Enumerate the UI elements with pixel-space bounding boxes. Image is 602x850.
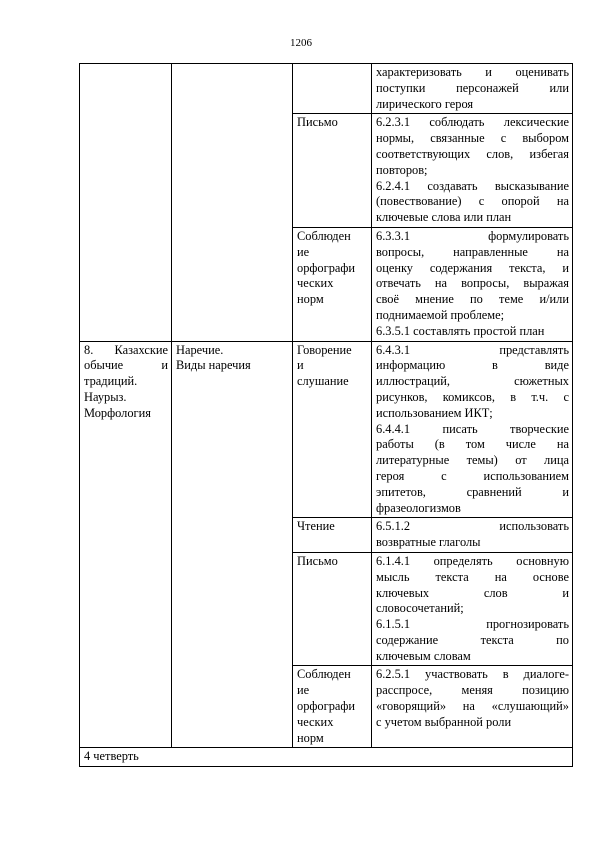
learning-goal: [376, 179, 569, 226]
learning-goal-line: 6.4.4.1 писать творческие: [376, 421, 569, 436]
learning-goal-line: характеризовать и оценивать: [376, 65, 569, 79]
skill-label: норм: [297, 730, 324, 745]
learning-goal-line: (повествование) с опорой на: [376, 194, 569, 209]
learning-goal-line: ключевые слова или план: [376, 210, 512, 225]
skill-cell: [293, 341, 372, 518]
learning-goal-line: 6.2.5.1 участвовать в диалоге-: [376, 667, 569, 682]
learning-goal-line: 6.1.4.1 определять основную: [376, 553, 569, 568]
curriculum-table: [79, 63, 573, 767]
learning-goal-line: ключевых слов и: [376, 585, 569, 600]
learning-goal-line: 6.1.5.1 прогнозировать: [376, 617, 569, 632]
topic-cell: [80, 64, 172, 342]
learning-goal: [376, 343, 569, 422]
learning-goal-line: поступки персонажей или: [376, 80, 569, 95]
table-row: [80, 64, 573, 114]
grammar-line: Наречие.: [176, 342, 224, 357]
skill-label: норм: [297, 292, 324, 307]
learning-goal: [376, 324, 569, 340]
grammar-cell: [172, 341, 293, 748]
skill-label: орфографи: [297, 260, 356, 275]
learning-goal-line: оценку содержания текста, и: [376, 260, 569, 275]
skill-label: ческих: [297, 714, 334, 729]
learning-goal: [376, 65, 569, 112]
learning-goal-line: 6.4.3.1 представлять: [376, 342, 569, 357]
skill-label: Соблюден: [297, 228, 351, 243]
skill-label: Говорение: [297, 342, 352, 357]
skill-label: Соблюден: [297, 667, 351, 682]
learning-goal-line: использованием ИКТ;: [376, 405, 493, 420]
skill-label: и: [297, 358, 304, 373]
skill-label: Письмо: [297, 553, 338, 568]
topic-line: 8. Казахские: [84, 342, 168, 357]
learning-goal-line: иллюстраций, сюжетных: [376, 374, 569, 389]
skill-cell: [293, 227, 372, 341]
learning-goal: [376, 422, 569, 517]
quarter-row: [80, 748, 573, 767]
skill-label: ческих: [297, 276, 334, 291]
topic-line: традиций.: [84, 374, 138, 389]
topic-cell: [80, 341, 172, 748]
goals-cell: [372, 666, 573, 748]
skill-label: Письмо: [297, 115, 338, 130]
skill-cell: [293, 64, 372, 114]
learning-goal-line: рисунков, комиксов, в т.ч. с: [376, 389, 569, 404]
quarter-label: 4 четверть: [80, 748, 573, 767]
skill-label: Чтение: [297, 519, 335, 534]
goals-cell: [372, 518, 573, 553]
curriculum-table-body: [80, 64, 573, 767]
skill-label: слушание: [297, 374, 349, 389]
learning-goal-line: нормы, связанные с выбором: [376, 131, 569, 146]
learning-goal-line: расспросе, меняя позицию: [376, 683, 569, 698]
goals-cell: [372, 114, 573, 228]
goals-cell: [372, 64, 573, 114]
learning-goal-line: содержание текста по: [376, 632, 569, 647]
learning-goal-line: 6.2.3.1 соблюдать лексические: [376, 115, 569, 130]
goals-cell: [372, 341, 573, 518]
skill-label: ие: [297, 244, 310, 259]
learning-goal: [376, 115, 569, 178]
learning-goal: [376, 667, 569, 730]
learning-goal-line: героя с использованием: [376, 468, 569, 483]
learning-goal-line: вопросы, направленные на: [376, 244, 569, 259]
learning-goal-line: эпитетов, сравнений и: [376, 484, 569, 499]
learning-goal: [376, 554, 569, 617]
learning-goal-line: информацию в виде: [376, 358, 569, 373]
goals-cell: [372, 552, 573, 666]
table-row: [80, 341, 573, 518]
learning-goal-line: повторов;: [376, 162, 428, 177]
learning-goal-line: отвечать на вопросы, выражая: [376, 276, 569, 291]
learning-goal-line: соответствующих слов, избегая: [376, 146, 569, 161]
learning-goal-line: «говорящий» на «слушающий»: [376, 699, 569, 714]
learning-goal-line: фразеологизмов: [376, 500, 461, 515]
topic-line: Наурыз.: [84, 389, 127, 404]
topic-line: Морфология: [84, 405, 151, 420]
learning-goal: [376, 229, 569, 324]
learning-goal: [376, 617, 569, 664]
learning-goal-line: лирического героя: [376, 96, 474, 111]
skill-cell: [293, 114, 372, 228]
learning-goal-line: 6.5.1.2 использовать: [376, 519, 569, 534]
skill-cell: [293, 666, 372, 748]
skill-cell: [293, 518, 372, 553]
topic-line: обычие и: [84, 358, 168, 373]
page-number: 1206: [290, 37, 312, 49]
learning-goal-line: своё мнение по теме и/или: [376, 292, 569, 307]
learning-goal-line: словосочетаний;: [376, 601, 464, 616]
learning-goal-line: 6.3.5.1 составлять простой план: [376, 323, 545, 338]
skill-cell: [293, 552, 372, 666]
learning-goal-line: работы (в том числе на: [376, 437, 569, 452]
grammar-cell: [172, 64, 293, 342]
learning-goal-line: мысль текста на основе: [376, 569, 569, 584]
grammar-line: Виды наречия: [176, 358, 251, 373]
learning-goal-line: 6.3.3.1 формулировать: [376, 228, 569, 243]
goals-cell: [372, 227, 573, 341]
learning-goal-line: ключевым словам: [376, 648, 471, 663]
learning-goal-line: с учетом выбранной роли: [376, 714, 512, 729]
skill-label: орфографи: [297, 699, 356, 714]
learning-goal: [376, 519, 569, 551]
learning-goal-line: 6.2.4.1 создавать высказывание: [376, 178, 569, 193]
skill-label: ие: [297, 683, 310, 698]
learning-goal-line: литературные темы) от лица: [376, 453, 569, 468]
learning-goal-line: поднимаемой проблеме;: [376, 307, 505, 322]
learning-goal-line: возвратные глаголы: [376, 535, 481, 550]
